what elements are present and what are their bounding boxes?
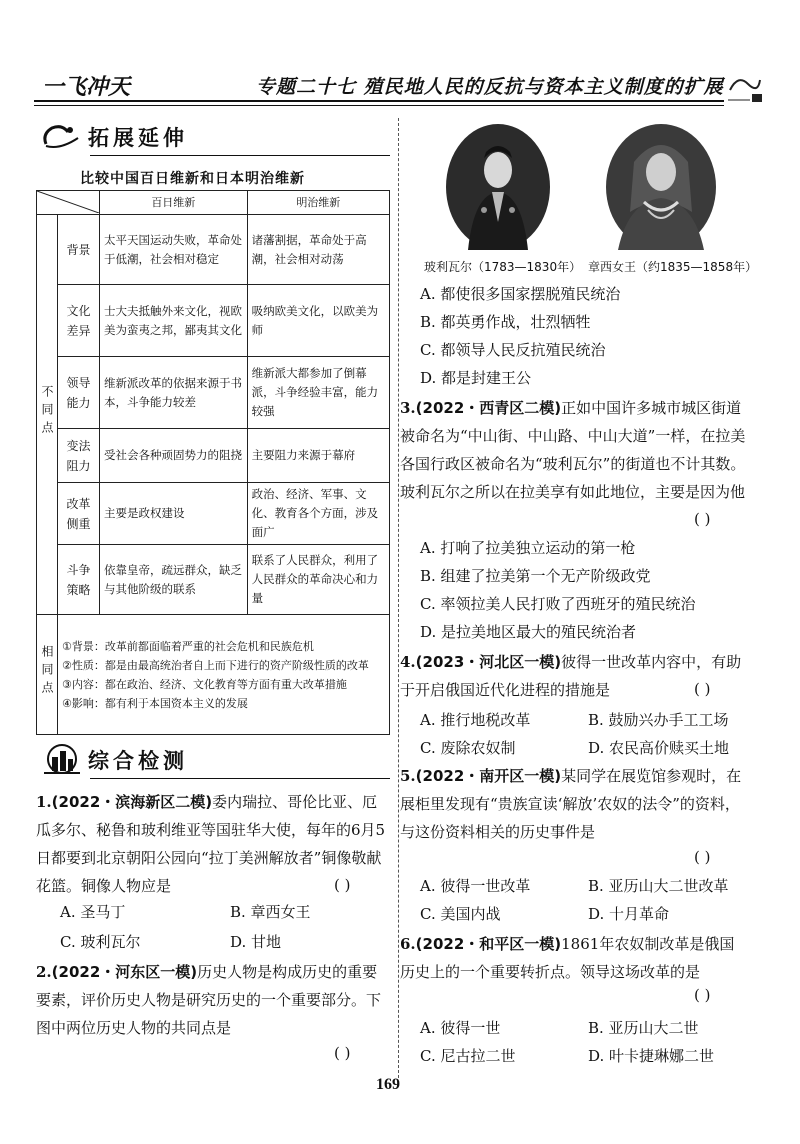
diff-group-label — [37, 215, 58, 615]
option-a: A. 打响了拉美独立运动的第一枪 — [420, 539, 636, 557]
table-row — [37, 215, 390, 285]
question-text: 1861年农奴制改革是俄国历史上的一个重要转折点。领导这场改革的是 — [400, 935, 735, 981]
question-source: (2022・河东区一模) — [51, 963, 198, 981]
option-d: D. 农民高价赎买土地 — [588, 739, 730, 757]
question-6 — [400, 930, 748, 986]
table-row — [37, 615, 390, 735]
option-c: C. 废除农奴制 — [420, 739, 516, 757]
common-point: ①背景：改革前都面临着严重的社会危机和民族危机 — [62, 639, 314, 653]
option-b: B. 章西女王 — [230, 903, 311, 921]
question-text: 正如中国许多城市城区街道被命名为“中山街、中山路、中山大道”一样，在拉美各国行政区被命名为“玻利瓦尔”的街道也不计其数。玻利瓦尔之所以在拉美享有如此地位，主要是因为他 — [400, 399, 746, 501]
col-header-meiji: 明治维新 — [247, 191, 389, 215]
common-points-cell — [58, 615, 390, 735]
option-a: A. 都使很多国家摆脱殖民统治 — [420, 285, 621, 303]
page-number: 169 — [376, 1076, 400, 1093]
section-extension-heading — [40, 120, 390, 154]
table-row — [37, 545, 390, 615]
corner-ornament-icon — [726, 70, 764, 108]
question-source: (2022・南开区一模) — [415, 767, 562, 785]
meiji-cell: 维新派大都参加了倒幕派，斗争经验丰富，能力较强 — [247, 357, 389, 429]
col-header-hundred-days: 百日维新 — [100, 191, 248, 215]
meiji-cell: 吸纳欧美文化，以欧美为师 — [247, 285, 389, 357]
common-point: ④影响：都有利于本国资本主义的发展 — [62, 696, 248, 710]
hundred-days-cell: 维新派改革的依据来源于书本，斗争能力较差 — [100, 357, 248, 429]
section-title: 综合检测 — [88, 749, 188, 773]
table-row — [37, 285, 390, 357]
question-number: 3. — [400, 399, 416, 417]
diagonal-line-icon — [37, 191, 99, 213]
question-text: 彼得一世改革内容中，有助于开启俄国近代化进程的措施是 — [400, 653, 742, 699]
option-d: D. 甘地 — [230, 933, 282, 951]
question-number: 2. — [36, 963, 52, 981]
queen-jhansi-portrait — [604, 122, 718, 252]
answer-bracket: ( ) — [334, 1044, 351, 1062]
option-c: C. 都领导人民反抗殖民统治 — [420, 341, 606, 359]
same-label-text: 相同点 — [40, 644, 54, 699]
option-c: C. 率领拉美人民打败了西班牙的殖民统治 — [420, 595, 696, 613]
aspect-cell: 背景 — [58, 215, 100, 285]
option-b: B. 都英勇作战，壮烈牺牲 — [420, 313, 591, 331]
answer-bracket: ( ) — [694, 986, 711, 1004]
option-b: B. 组建了拉美第一个无产阶级政党 — [420, 567, 651, 585]
aspect-cell: 领导能力 — [58, 357, 100, 429]
option-c: C. 美国内战 — [420, 905, 501, 923]
header-rule — [34, 100, 724, 102]
hundred-days-cell: 太平天国运动失败，革命处于低潮，社会相对稳定 — [100, 215, 248, 285]
option-b: B. 亚历山大二世改革 — [588, 877, 729, 895]
comparison-title: 比较中国百日维新和日本明治维新 — [80, 171, 305, 187]
meiji-cell: 联系了人民群众，利用了人民群众的革命决心和力量 — [247, 545, 389, 615]
option-c: C. 尼古拉二世 — [420, 1047, 516, 1065]
diff-label-text: 不同点 — [40, 384, 54, 439]
question-2 — [36, 958, 390, 1042]
caption-bolivar: 玻利瓦尔（1783—1830年） — [424, 260, 582, 274]
section-test-heading — [40, 743, 390, 777]
hundred-days-cell: 主要是政权建设 — [100, 483, 248, 545]
option-a: A. 圣马丁 — [60, 903, 126, 921]
swoosh-icon — [40, 120, 82, 154]
question-number: 6. — [400, 935, 416, 953]
question-number: 4. — [400, 653, 416, 671]
section-underline — [90, 155, 390, 156]
option-a: A. 彼得一世改革 — [420, 877, 531, 895]
aspect-cell: 改革侧重 — [58, 483, 100, 545]
section-underline — [90, 778, 390, 779]
caption-queen-jhansi: 章西女王（约1835—1858年） — [588, 260, 758, 274]
common-point: ③内容：都在政治、经济、文化教育等方面有重大改革措施 — [62, 677, 347, 691]
comparison-table — [36, 190, 390, 735]
brand-logo-text: 一飞冲天 — [42, 75, 131, 100]
table-row — [37, 483, 390, 545]
question-source: (2022・滨海新区二模) — [51, 793, 213, 811]
option-d: D. 都是封建王公 — [420, 369, 532, 387]
meiji-cell: 政治、经济、军事、文化、教育各个方面，涉及面广 — [247, 483, 389, 545]
option-d: D. 叶卡捷琳娜二世 — [588, 1047, 715, 1065]
table-header-row — [37, 191, 390, 215]
option-d: D. 是拉美地区最大的殖民统治者 — [420, 623, 637, 641]
question-text: 某同学在展览馆参观时，在展柜里发现有“贵族宣读‘解放’农奴的法令”的资料，与这份资料相关的历史事件是 — [400, 767, 742, 841]
option-b: B. 鼓励兴办手工工场 — [588, 711, 729, 729]
question-3 — [400, 394, 748, 506]
hundred-days-cell: 士大夫抵触外来文化，视欧美为蛮夷之邦，鄙夷其文化 — [100, 285, 248, 357]
answer-bracket: ( ) — [694, 848, 711, 866]
meiji-cell: 诸藩割据，革命处于高潮，社会相对动荡 — [247, 215, 389, 285]
castle-icon — [40, 743, 82, 777]
table-corner-cell — [37, 191, 100, 215]
aspect-cell: 斗争策略 — [58, 545, 100, 615]
option-a: A. 推行地税改革 — [420, 711, 531, 729]
option-a: A. 彼得一世 — [420, 1019, 501, 1037]
hundred-days-cell: 受社会各种顽固势力的阻挠 — [100, 429, 248, 483]
question-source: (2023・河北区一模) — [415, 653, 562, 671]
section-title: 拓展延伸 — [88, 126, 188, 150]
topic-title: 专题二十七 殖民地人民的反抗与资本主义制度的扩展 — [256, 76, 724, 98]
question-source: (2022・和平区一模) — [415, 935, 562, 953]
bolivar-portrait — [444, 122, 552, 252]
page-header — [34, 62, 766, 110]
question-number: 5. — [400, 767, 416, 785]
column-divider — [398, 118, 399, 1078]
option-c: C. 玻利瓦尔 — [60, 933, 141, 951]
question-text: 委内瑞拉、哥伦比亚、厄瓜多尔、秘鲁和玻利维亚等国驻华大使，每年的6月5日都要到北京朝阳公园向“拉丁美洲解放者”铜像敬献花篮。铜像人物应是 — [36, 793, 386, 895]
answer-bracket: ( ) — [694, 680, 711, 698]
aspect-cell: 变法阻力 — [58, 429, 100, 483]
aspect-cell: 文化差异 — [58, 285, 100, 357]
question-source: (2022・西青区二模) — [415, 399, 562, 417]
question-5 — [400, 762, 748, 846]
common-point: ②性质：都是由最高统治者自上而下进行的资产阶级性质的改革 — [62, 658, 369, 672]
question-text: 历史人物是构成历史的重要要素，评价历史人物是研究历史的一个重要部分。下图中两位历史人物的共同点是 — [36, 963, 382, 1037]
option-d: D. 十月革命 — [588, 905, 670, 923]
question-number: 1. — [36, 793, 52, 811]
answer-bracket: ( ) — [334, 876, 351, 894]
option-b: B. 亚历山大二世 — [588, 1019, 699, 1037]
same-group-label — [37, 615, 58, 735]
meiji-cell: 主要阻力来源于幕府 — [247, 429, 389, 483]
table-row — [37, 429, 390, 483]
hundred-days-cell: 依靠皇帝，疏远群众，缺乏与其他阶级的联系 — [100, 545, 248, 615]
answer-bracket: ( ) — [694, 510, 711, 528]
table-row — [37, 357, 390, 429]
header-rule-thin — [34, 105, 724, 106]
